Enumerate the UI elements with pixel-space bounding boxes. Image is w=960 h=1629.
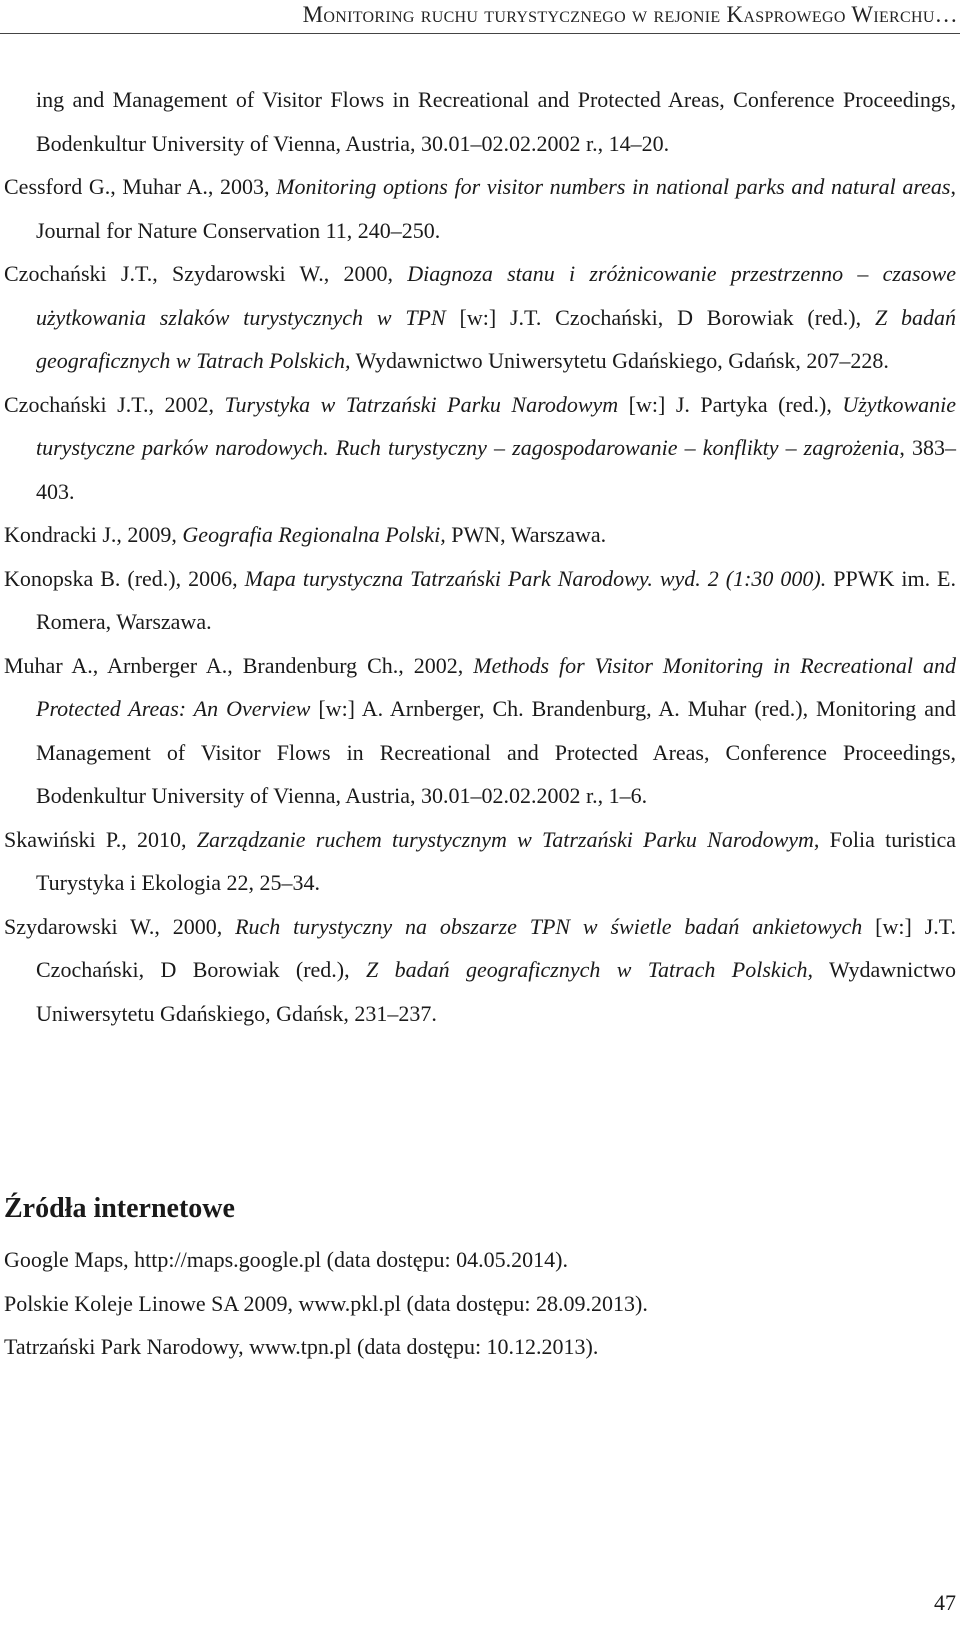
reference-text: Szydarowski W., 2000,	[4, 913, 236, 939]
reference-text: PWN, Warszawa.	[445, 522, 607, 547]
reference-entry	[4, 513, 956, 557]
reference-entry	[4, 905, 956, 1036]
reference-text: Cessford G., Muhar A., 2003,	[4, 174, 277, 199]
reference-text: PPWK im. E. Romera, Warszawa.	[36, 565, 956, 634]
reference-text: [w:] A. Arnberger, Ch. Brandenburg, A. Muhar (red.), Monitoring and Management of Visitor Flows in Recreational and Protected Areas, Conference Proceedings, Bodenkultur University of Vienna, Austria, 30.01–02.02.2002 r., 1–6.	[36, 696, 956, 808]
reference-title-italic: Z badań geograficznych w Tatrach Polskich,	[36, 304, 957, 373]
internet-sources-heading: Źródła internetowe	[4, 1193, 235, 1224]
reference-title-italic: Zarządzanie ruchem turystycznym w Tatrzański Parku Narodowym	[196, 826, 814, 852]
reference-text: [w:] J. Partyka (red.),	[618, 391, 843, 417]
reference-title-italic: Geografia Regionalna Polski,	[182, 522, 446, 547]
page-number: 47	[934, 1590, 956, 1615]
reference-entry	[4, 644, 956, 818]
reference-text: Konopska B. (red.), 2006,	[4, 565, 245, 591]
reference-title-italic: Mapa turystyczna Tatrzański Park Narodowy. wyd. 2 (1:30 000).	[244, 565, 827, 591]
internet-source-item: Polskie Koleje Linowe SA 2009, www.pkl.pl (data dostępu: 28.09.2013).	[4, 1290, 648, 1316]
reference-text: Wydawnictwo Uniwersytetu Gdańskiego, Gdańsk, 231–237.	[36, 957, 956, 1026]
reference-text: , Folia turistica Turystyka i Ekologia 22, 25–34.	[36, 826, 956, 895]
reference-title-italic: Z badań geograficznych w Tatrach Polskich,	[366, 957, 814, 982]
internet-source-item: Tatrzański Park Narodowy, www.tpn.pl (data dostępu: 10.12.2013).	[4, 1334, 599, 1359]
reference-entry	[4, 252, 956, 383]
reference-entry	[4, 78, 956, 165]
reference-entry	[4, 818, 956, 905]
reference-title-italic: Ruch turystyczny na obszarze TPN w świetle badań ankietowych	[235, 913, 863, 939]
reference-entry	[4, 383, 956, 514]
reference-title-italic: Diagnoza stanu i zróżnicowanie przestrzenno – czasowe użytkowania szlaków turystycznych w TPN	[36, 261, 956, 330]
reference-text: [w:] J.T. Czochański, D Borowiak (red.),	[445, 304, 875, 330]
running-head: Monitoring ruchu turystycznego w rejonie Kasprowego Wierchu…	[302, 2, 958, 27]
reference-title-italic: Użytkowanie turystyczne parków narodowych. Ruch turystyczny – zagospodarowanie – konflikty – zagrożenia	[36, 391, 957, 460]
reference-title-italic: Turystyka w Tatrzański Parku Narodowym	[224, 391, 619, 417]
reference-title-italic: Monitoring options for visitor numbers in national parks and natural areas	[276, 174, 951, 199]
reference-text: Wydawnictwo Uniwersytetu Gdańskiego, Gdańsk, 207–228.	[350, 348, 889, 373]
reference-title-italic: Methods for Visitor Monitoring in Recreational and Protected Areas: An Overview	[36, 652, 956, 721]
reference-text: Czochański J.T., 2002,	[4, 391, 225, 417]
reference-entry	[4, 165, 956, 252]
reference-text: Skawiński P., 2010,	[4, 826, 197, 852]
reference-text: Czochański J.T., Szydarowski W., 2000,	[4, 261, 408, 286]
reference-text: Kondracki J., 2009,	[4, 522, 183, 547]
reference-text: Muhar A., Arnberger A., Brandenburg Ch., 2002,	[4, 652, 474, 678]
reference-text: [w:] J.T. Czochański, D Borowiak (red.),	[36, 913, 956, 982]
internet-source-item: Google Maps, http://maps.google.pl (data dostępu: 04.05.2014).	[4, 1247, 568, 1272]
reference-text: ing and Management of Visitor Flows in Recreational and Protected Areas, Conference Proceedings, Bodenkultur University of Vienna, Austria, 30.01–02.02.2002 r., 14–20.	[36, 87, 956, 156]
internet-sources-list	[4, 1238, 956, 1369]
references-list	[4, 78, 956, 1035]
reference-text: , 383–403.	[36, 435, 956, 504]
reference-entry	[4, 557, 956, 644]
reference-text: , Journal for Nature Conservation 11, 240–250.	[36, 174, 956, 243]
header-rule	[0, 33, 960, 34]
